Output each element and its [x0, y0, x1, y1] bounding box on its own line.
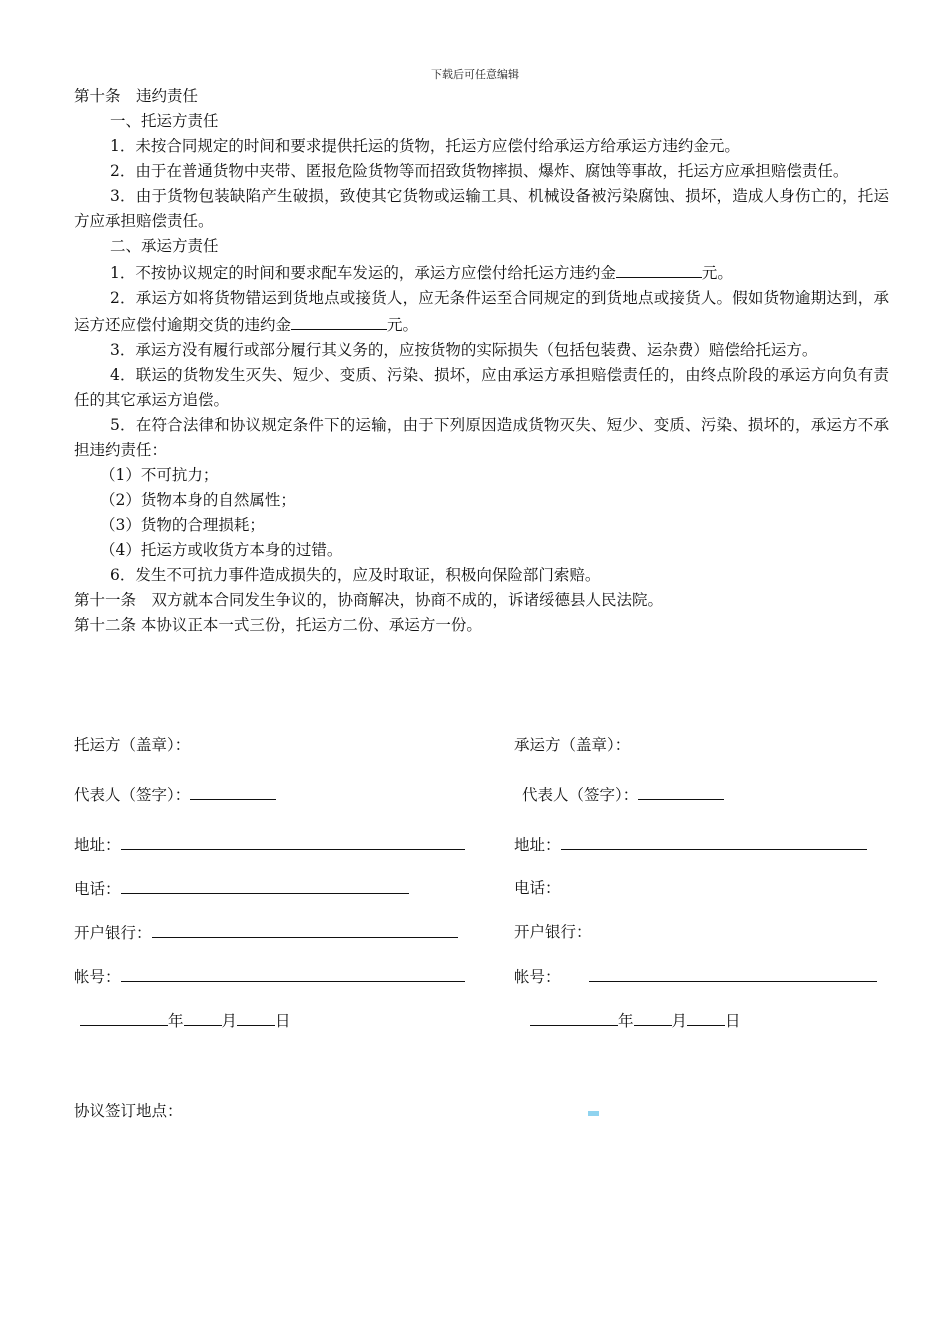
carrier-item-4: 4．联运的货物发生灭失、短少、变质、污染、损坏，应由承运方承担赔偿责任的，由终点阶段的承运方向负有责任的其它承运方追偿。: [74, 366, 889, 409]
right-party-label: 承运方（盖章）：: [514, 736, 631, 754]
penalty-blank-1: [616, 259, 702, 278]
left-year-line[interactable]: [80, 1009, 168, 1026]
signing-place-label: 协议签订地点：: [74, 1102, 183, 1120]
sub-item-4: （4）托运方或收货方本身的过错。: [100, 541, 343, 559]
carrier-item-2: 2．承运方如将货物错运到货地点或接货人，应无条件运至合同规定的到货地点或接货人。假如货物逾期达到，承运方还应偿付逾期交货的违约金 元。: [74, 289, 889, 334]
right-month-line[interactable]: [634, 1009, 672, 1026]
right-address-row: 地址：: [514, 833, 867, 856]
left-phone-row: 电话：: [74, 877, 409, 900]
shipper-item-3: 3．由于货物包装缺陷产生破损，致使其它货物或运输工具、机械设备被污染腐蚀、损坏，造成人身伤亡的，托运方应承担赔偿责任。: [74, 187, 889, 230]
right-phone-label: 电话：: [514, 879, 561, 897]
article12: 第十二条 本协议正本一式三份，托运方二份、承运方一份。: [74, 616, 482, 634]
shipper-item-1: 1．未按合同规定的时间和要求提供托运的货物，托运方应偿付给承运方给承运方违约金元。: [110, 137, 740, 155]
right-date-row: 年 月 日: [530, 1009, 741, 1032]
right-year-line[interactable]: [530, 1009, 618, 1026]
carrier-item-3: 3．承运方没有履行或部分履行其义务的，应按货物的实际损失（包括包装费、运杂费）赔偿给托运方。: [110, 341, 818, 359]
right-account-row: 帐号：: [514, 965, 877, 988]
left-account-row: 帐号：: [74, 965, 465, 988]
left-rep-line[interactable]: [190, 783, 276, 800]
shipper-heading: 一、托运方责任: [110, 112, 219, 130]
left-party-label: 托运方（盖章）：: [74, 736, 191, 754]
left-phone-line[interactable]: [121, 877, 409, 894]
article10-title: 第十条 违约责任: [74, 87, 199, 105]
carrier-item-1: 1．不按协议规定的时间和要求配车发运的，承运方应偿付给托运方违约金 元。: [74, 259, 889, 286]
right-bank-label: 开户银行：: [514, 923, 592, 941]
right-address-line[interactable]: [561, 833, 867, 850]
left-day-line[interactable]: [237, 1009, 275, 1026]
sub-item-1: （1）不可抗力；: [100, 466, 219, 484]
article11: 第十一条 双方就本合同发生争议的，协商解决，协商不成的，诉诸绥德县人民法院。: [74, 591, 664, 609]
highlight-marker: [588, 1111, 599, 1116]
penalty-blank-2: [291, 311, 387, 330]
left-rep-row: 代表人（签字）：: [74, 783, 276, 806]
sub-item-3: （3）货物的合理损耗；: [100, 516, 265, 534]
right-rep-line[interactable]: [638, 783, 724, 800]
sub-item-2: （2）货物本身的自然属性；: [100, 491, 296, 509]
right-account-line[interactable]: [589, 965, 877, 982]
header-note: 下载后可任意编辑: [431, 68, 519, 81]
left-address-row: 地址：: [74, 833, 465, 856]
right-rep-row: 代表人（签字）：: [522, 783, 724, 806]
left-bank-row: 开户银行：: [74, 921, 458, 944]
left-month-line[interactable]: [184, 1009, 222, 1026]
carrier-item-5: 5．在符合法律和协议规定条件下的运输，由于下列原因造成货物灭失、短少、变质、污染、损坏的，承运方不承担违约责任：: [74, 416, 889, 459]
carrier-heading: 二、承运方责任: [110, 237, 219, 255]
left-bank-line[interactable]: [152, 921, 458, 938]
left-address-line[interactable]: [121, 833, 465, 850]
contract-body: [74, 84, 889, 638]
right-day-line[interactable]: [687, 1009, 725, 1026]
left-account-line[interactable]: [121, 965, 465, 982]
left-date-row: 年 月 日: [80, 1009, 291, 1032]
carrier-item-6: 6．发生不可抗力事件造成损失的，应及时取证，积极向保险部门索赔。: [110, 566, 601, 584]
shipper-item-2: 2．由于在普通货物中夹带、匿报危险货物等而招致货物摔损、爆炸、腐蚀等事故，托运方应承担赔偿责任。: [110, 162, 849, 180]
